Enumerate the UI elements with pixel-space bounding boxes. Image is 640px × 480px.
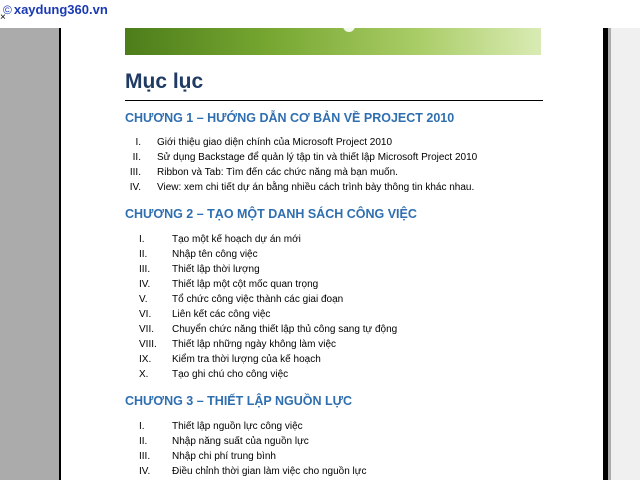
close-icon[interactable]: × <box>0 12 6 23</box>
item-number: IV. <box>139 279 151 290</box>
item-number: VI. <box>139 309 152 320</box>
item-number: VIII. <box>139 339 157 350</box>
item-text: Chuyển chức năng thiết lập thủ công sang tự động <box>172 324 398 335</box>
watermark-site: xaydung360.vn <box>13 2 108 17</box>
item-number: III. <box>139 451 151 462</box>
toc-title: Mục lục <box>125 70 204 93</box>
item-text: Liên kết các công việc <box>172 309 271 320</box>
banner-letter-fragment <box>343 28 355 32</box>
item-number: II. <box>139 249 148 260</box>
item-text: Sử dụng Backstage để quản lý tập tin và thiết lập Microsoft Project 2010 <box>157 152 478 163</box>
item-text: Giới thiệu giao diện chính của Microsoft Project 2010 <box>157 137 393 148</box>
item-text: Nhập năng suất của nguồn lực <box>172 436 309 447</box>
item-text: Điều chỉnh thời gian làm việc cho nguồn lực <box>172 466 367 477</box>
item-number: IV. <box>139 466 151 477</box>
item-text: Thiết lập thời lượng <box>172 264 260 275</box>
item-text: Tổ chức công việc thành các giai đoạn <box>172 294 344 305</box>
toc-divider <box>125 100 543 101</box>
item-number: I. <box>139 234 145 245</box>
top-bar <box>0 0 640 28</box>
document-page <box>61 28 603 480</box>
viewer-right-margin <box>611 28 640 480</box>
cover-banner-image <box>125 28 541 55</box>
chapter-1-heading: CHƯƠNG 1 – HƯỚNG DẪN CƠ BẢN VỀ PROJECT 2010 <box>125 111 455 125</box>
item-text: Thiết lập một cột mốc quan trọng <box>172 279 319 290</box>
item-text: Tạo ghi chú cho công việc <box>172 369 289 380</box>
item-number: IV. <box>129 182 141 193</box>
item-text: Nhập chi phí trung bình <box>172 451 276 462</box>
watermark <box>3 2 108 17</box>
page-border-right <box>603 28 608 480</box>
chapter-3-heading: CHƯƠNG 3 – THIẾT LẬP NGUỒN LỰC <box>125 394 353 408</box>
item-text: View: xem chi tiết dự án bằng nhiều cách trình bày thông tin khác nhau. <box>157 182 475 193</box>
chapter-2-heading: CHƯƠNG 2 – TẠO MỘT DANH SÁCH CÔNG VIỆC <box>125 207 417 221</box>
item-text: Thiết lập những ngày không làm việc <box>172 339 337 350</box>
item-number: V. <box>139 294 148 305</box>
copyright-symbol: © <box>3 3 12 17</box>
item-text: Thiết lập nguồn lực công việc <box>172 421 303 432</box>
item-number: X. <box>139 369 149 380</box>
item-text: Kiểm tra thời lượng của kế hoạch <box>172 354 321 365</box>
item-number: I. <box>139 421 145 432</box>
item-text: Nhập tên công việc <box>172 249 258 260</box>
item-number: II. <box>139 436 148 447</box>
item-text: Tạo một kế hoạch dự án mới <box>172 234 301 245</box>
item-number: III. <box>129 167 141 178</box>
item-text: Ribbon và Tab: Tìm đến các chức năng mà bạn muốn. <box>157 167 398 178</box>
item-number: VII. <box>139 324 155 335</box>
item-number: II. <box>132 152 141 163</box>
item-number: I. <box>135 137 141 148</box>
item-number: III. <box>139 264 151 275</box>
item-number: IX. <box>139 354 152 365</box>
